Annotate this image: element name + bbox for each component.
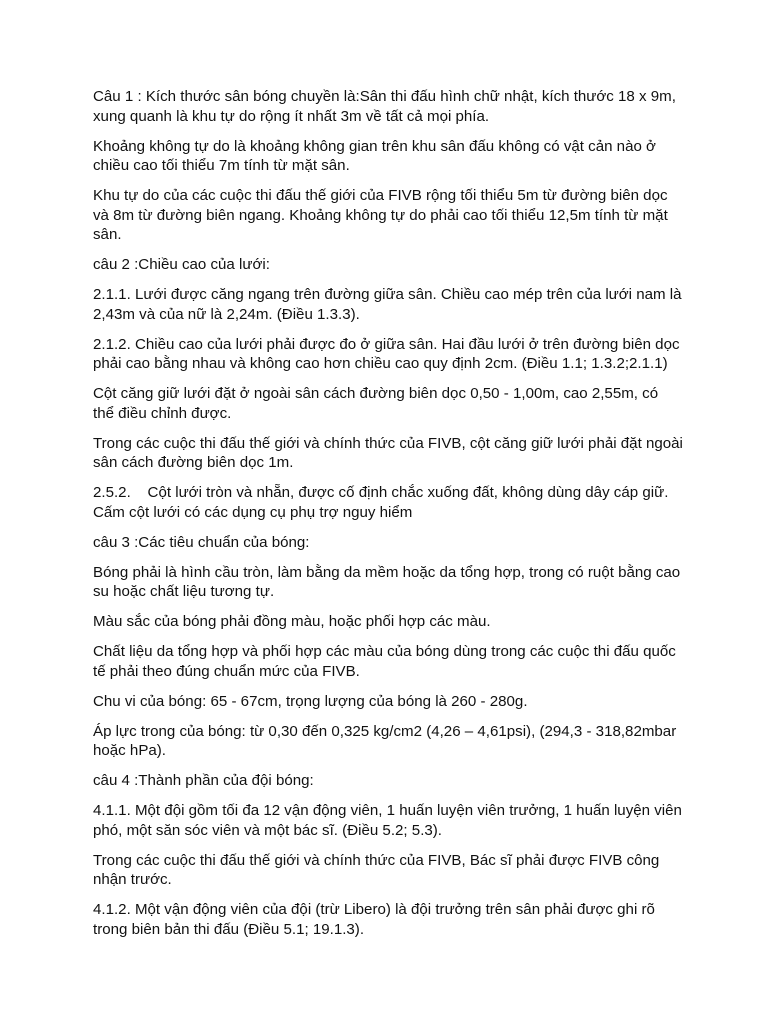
paragraph-4-1-1: 4.1.1. Một đội gồm tối đa 12 vận động viên, 1 huấn luyện viên trưởng, 1 huấn luyện viên phó, một săn sóc viên và một bác sĩ. (Điều 5.2; 5.3). [93,802,687,839]
paragraph-free-space: Khoảng không tự do là khoảng không gian trên khu sân đấu không có vật cản nào ở chiều cao tối thiểu 7m tính từ mặt sân. [93,137,661,174]
paragraph-fivb-free-zone: Khu tự do của các cuộc thi đấu thế giới của FIVB rộng tối thiểu 5m từ đường biên dọc và 8m từ đường biên ngang. Khoảng không tự do phải cao tối thiểu 12,5m tính từ mặt sân. [93,187,672,243]
paragraph-2-1-1: 2.1.1. Lưới được căng ngang trên đường giữa sân. Chiều cao mép trên của lưới nam là 2,43m và của nữ là 2,24m. (Điều 1.3.3). [93,286,686,323]
paragraph-2-5-2: 2.5.2. Cột lưới tròn và nhẵn, được cố định chắc xuống đất, không dùng dây cáp giữ. Cấm cột lưới có các dụng cụ phụ trợ nguy hiểm [93,484,673,521]
paragraph-ball-material: Chất liệu da tổng hợp và phối hợp các màu của bóng dùng trong các cuộc thi đấu quốc tế phải theo đúng chuẩn mức của FIVB. [93,643,681,680]
paragraph-fivb-net-posts: Trong các cuộc thi đấu thế giới và chính thức của FIVB, cột căng giữ lưới phải đặt ngoài sân cách đường biên dọc 1m. [93,434,688,471]
paragraph-question-3: câu 3 :Các tiêu chuẩn của bóng: [93,533,310,551]
paragraph-ball-color: Màu sắc của bóng phải đồng màu, hoặc phối hợp các màu. [93,613,491,630]
paragraph-question-2: câu 2 :Chiều cao của lưới: [93,256,270,273]
paragraph-4-1-2: 4.1.2. Một vận động viên của đội (trừ Libero) là đội trưởng trên sân phải được ghi rõ trong biên bản thi đấu (Điều 5.1; 19.1.3). [93,901,660,938]
paragraph-ball-pressure: Áp lực trong của bóng: từ 0,30 đến 0,325 kg/cm2 (4,26 – 4,61psi), (294,3 - 318,82mbar hoặc hPa). [93,722,681,759]
paragraph-ball-size: Chu vi của bóng: 65 - 67cm, trọng lượng của bóng là 260 - 280g. [93,692,528,710]
document-page [93,87,688,950]
paragraph-question-1: Câu 1 : Kích thước sân bóng chuyền là:Sân thi đấu hình chữ nhật, kích thước 18 x 9m, xung quanh là khu tự do rộng ít nhất 3m về tất cả mọi phía. [93,88,681,125]
paragraph-fivb-doctor: Trong các cuộc thi đấu thế giới và chính thức của FIVB, Bác sĩ phải được FIVB công nhận trước. [93,851,664,888]
paragraph-net-posts: Cột căng giữ lưới đặt ở ngoài sân cách đường biên dọc 0,50 - 1,00m, cao 2,55m, có thể điều chỉnh được. [93,385,663,422]
paragraph-2-1-2: 2.1.2. Chiều cao của lưới phải được đo ở giữa sân. Hai đầu lưới ở trên đường biên dọc phải cao bằng nhau và không cao hơn chiều cao quy định 2cm. (Điều 1.1; 1.3.2;2.1.1) [93,335,684,372]
paragraph-question-4: câu 4 :Thành phần của đội bóng: [93,772,314,789]
paragraph-ball-shape: Bóng phải là hình cầu tròn, làm bằng da mềm hoặc da tổng hợp, trong có ruột bằng cao su hoặc chất liệu tương tự. [93,563,685,600]
